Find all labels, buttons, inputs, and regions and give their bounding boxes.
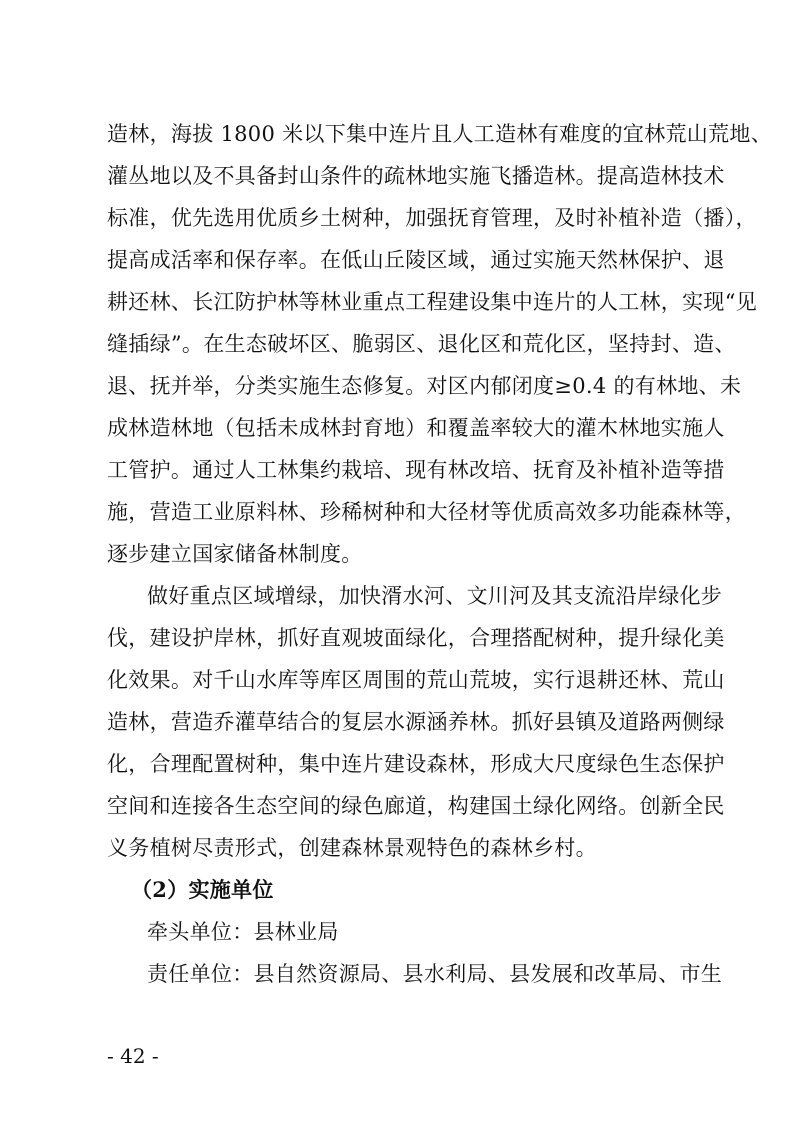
- text-line: 造林，海拔 1800 米以下集中连片且人工造林有难度的宜林荒山荒地、: [107, 122, 772, 146]
- text-line: 耕还林、长江防护林等林业重点工程建设集中连片的人工林，实现“见: [107, 290, 758, 314]
- text-line: 标准，优先选用优质乡土树种，加强抚育管理，及时补植补造（播），: [107, 206, 757, 230]
- text-line: 义务植树尽责形式，创建森林景观特色的森林乡村。: [107, 836, 597, 860]
- paragraph-first-line: 做好重点区域增绿，加快湑水河、文川河及其支流沿岸绿化步: [147, 584, 723, 608]
- text-line: 造林，营造乔灌草结合的复层水源涵养林。抓好县镇及道路两侧绿: [107, 710, 725, 734]
- text-line: 灌丛地以及不具备封山条件的疏林地实施飞播造林。提高造林技术: [107, 164, 725, 188]
- text-line: 化，合理配置树种，集中连片建设森林，形成大尺度绿色生态保护: [107, 752, 725, 776]
- text-line: 缝插绿”。在生态破坏区、脆弱区、退化区和荒化区，坚持封、造、: [107, 332, 736, 356]
- text-line: 提高成活率和保存率。在低山丘陵区域，通过实施天然林保护、退: [107, 248, 725, 272]
- text-line: 空间和连接各生态空间的绿色廊道，构建国土绿化网络。创新全民: [107, 794, 725, 818]
- text-line: 逐步建立国家储备林制度。: [107, 542, 363, 566]
- page-number: - 42 -: [107, 1044, 159, 1068]
- section-heading: （2）实施单位: [131, 877, 274, 902]
- responsible-units: 责任单位：县自然资源局、县水利局、县发展和改革局、市生: [147, 962, 723, 986]
- lead-unit: 牵头单位：县林业局: [147, 920, 339, 944]
- text-line: 化效果。对千山水库等库区周围的荒山荒坡，实行退耕还林、荒山: [107, 668, 725, 692]
- text-line: 施，营造工业原料林、珍稀树种和大径材等优质高效多功能森林等，: [107, 500, 746, 524]
- text-line: 成林造林地（包括未成林封育地）和覆盖率较大的灌木林地实施人: [107, 416, 725, 440]
- text-line: 工管护。通过人工林集约栽培、现有林改培、抚育及补植补造等措: [107, 458, 725, 482]
- text-line: 伐，建设护岸林，抓好直观坡面绿化，合理搭配树种，提升绿化美: [107, 626, 725, 650]
- text-line: 退、抚并举，分类实施生态修复。对区内郁闭度≥0.4 的有林地、未: [107, 374, 742, 398]
